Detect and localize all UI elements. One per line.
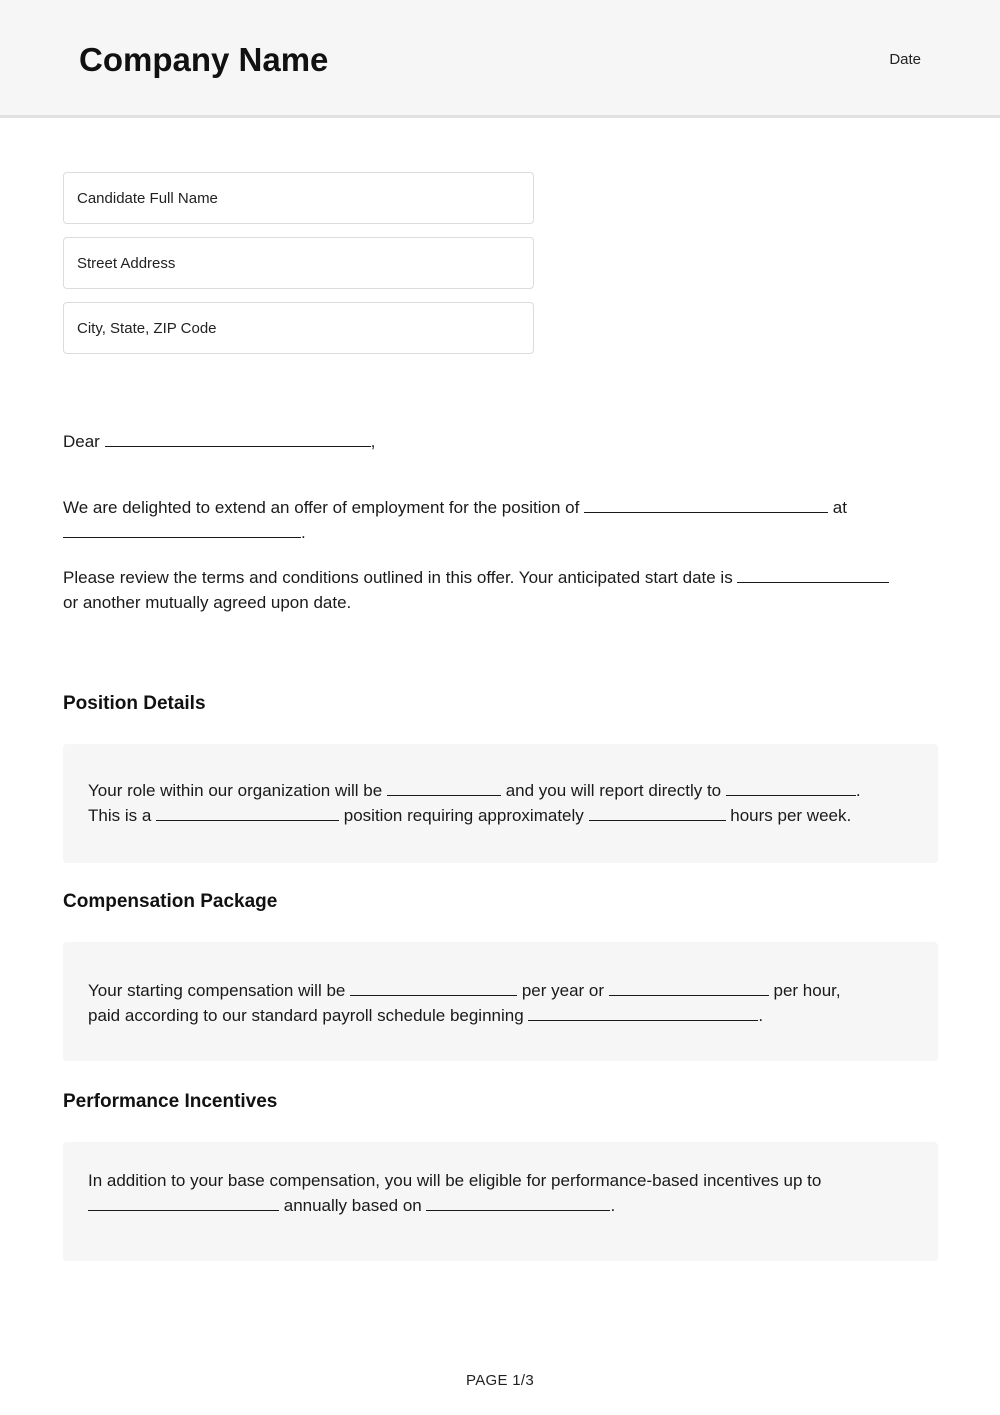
candidate-name-label: Candidate Full Name: [77, 189, 218, 207]
incentives-text-2: annually based on: [283, 1196, 422, 1215]
offer-text-1: We are delighted to extend an offer of employment for the position of: [63, 498, 580, 517]
employment-type-blank[interactable]: [156, 804, 339, 821]
incentives-period: .: [610, 1196, 616, 1215]
incentive-criteria-blank[interactable]: [426, 1194, 610, 1211]
compensation-text-1: Your starting compensation will be: [88, 981, 346, 1000]
city-state-zip-label: City, State, ZIP Code: [77, 319, 217, 337]
role-blank[interactable]: [387, 779, 501, 796]
incentive-amount-blank[interactable]: [88, 1194, 279, 1211]
city-state-zip-field[interactable]: [63, 302, 534, 354]
incentives-title: Performance Incentives: [63, 1091, 278, 1112]
street-address-field[interactable]: [63, 237, 534, 289]
position-period: .: [855, 781, 861, 800]
position-details-title: Position Details: [63, 693, 206, 714]
incentives-box: [63, 1142, 938, 1261]
offer-line-2: [63, 520, 847, 545]
street-address-label: Street Address: [77, 254, 176, 272]
position-text-4: position requiring approximately: [343, 806, 584, 825]
start-date-blank[interactable]: [737, 566, 889, 583]
compensation-text-2: per year or: [521, 981, 605, 1000]
date-label: Date: [889, 51, 921, 68]
compensation-box: [63, 942, 938, 1061]
review-text-1: Please review the terms and conditions outlined in this offer. Your anticipated start date is: [63, 568, 733, 587]
candidate-name-field[interactable]: [63, 172, 534, 224]
position-text-3: This is a: [88, 806, 152, 825]
review-line-1: [63, 565, 889, 590]
position-text-2: and you will report directly to: [505, 781, 722, 800]
compensation-line-2: [88, 1003, 763, 1028]
review-line-2: or another mutually agreed upon date.: [63, 593, 352, 612]
position-line-2: [88, 803, 851, 828]
hours-blank[interactable]: [589, 804, 726, 821]
company-blank[interactable]: [63, 521, 301, 538]
compensation-text-4: paid according to our standard payroll schedule beginning: [88, 1006, 524, 1025]
company-name: Company Name: [79, 41, 329, 78]
payroll-start-blank[interactable]: [528, 1004, 758, 1021]
compensation-line-1: [88, 978, 841, 1003]
compensation-period: .: [758, 1006, 764, 1025]
recipient-name-blank[interactable]: [105, 430, 371, 447]
incentives-line-2: [88, 1193, 615, 1218]
position-text-5: hours per week.: [730, 806, 852, 825]
position-details-box: [63, 744, 938, 863]
review-paragraph: [63, 565, 889, 615]
compensation-text-3: per hour,: [773, 981, 841, 1000]
hourly-rate-blank[interactable]: [609, 979, 769, 996]
offer-text-2: at: [832, 498, 847, 517]
compensation-title: Compensation Package: [63, 891, 278, 912]
offer-paragraph: [63, 495, 847, 545]
manager-blank[interactable]: [726, 779, 856, 796]
position-line-1: [88, 778, 861, 803]
position-title-blank[interactable]: [584, 496, 828, 513]
incentives-line-1: In addition to your base compensation, you will be eligible for performance-based incentives up to: [88, 1171, 822, 1190]
annual-salary-blank[interactable]: [350, 979, 517, 996]
salutation-text: Dear: [63, 432, 100, 451]
salutation-line: [63, 429, 375, 454]
offer-period: .: [301, 523, 306, 542]
position-text-1: Your role within our organization will be: [88, 781, 383, 800]
salutation-comma: ,: [370, 432, 376, 451]
offer-line-1: [63, 495, 847, 520]
page-header: [0, 0, 1000, 118]
page-number: PAGE 1/3: [466, 1372, 534, 1389]
